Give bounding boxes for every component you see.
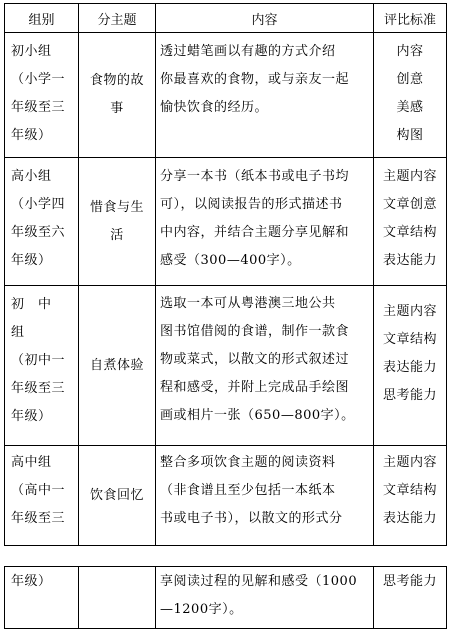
cell-line: 年级至三 [11, 100, 66, 115]
criteria-cell [374, 446, 447, 546]
cell-line: 年级） [11, 253, 52, 268]
cell-line: 你最喜欢的食物，或与亲友一起 [160, 72, 350, 87]
content-cell [156, 567, 374, 629]
page-break [0, 551, 453, 563]
content-cell [156, 286, 374, 446]
group-cell [5, 446, 79, 546]
cell-line: 年级至三 [11, 381, 66, 396]
topic-cell [79, 286, 156, 446]
cell-line: （非食谱且至少包括一本纸本 [160, 483, 336, 498]
cell-line: 文章创意 [382, 197, 437, 212]
cell-line: 构图 [396, 128, 424, 143]
criteria-cell [374, 567, 447, 629]
group-cell [5, 286, 79, 446]
cell-line: 年级） [11, 574, 52, 589]
cell-line: （初中一 [11, 353, 66, 368]
cell-line: 饮食回忆 [89, 487, 144, 503]
cell-line: 事 [110, 101, 124, 116]
table-row [5, 158, 447, 286]
cell-line: 感受（300—400字）。 [160, 253, 301, 268]
content-cell [156, 446, 374, 546]
criteria-cell [374, 33, 447, 158]
cell-line: 惜食与生 [89, 199, 144, 215]
cell-line: 中内容，并结合主题分享见解和 [160, 225, 350, 240]
cell-line: （小学四 [11, 197, 66, 212]
topic-cell [79, 158, 156, 286]
cell-line: 美感 [396, 100, 424, 115]
cell-line: （高中一 [11, 483, 66, 498]
cell-line: 书或电子书），以散文的形式分 [160, 511, 343, 526]
criteria-cell [374, 286, 447, 446]
cell-line: 活 [110, 227, 124, 243]
cell-line: 年级） [11, 128, 52, 143]
cell-line: 文章结构 [382, 483, 437, 498]
header-criteria: 评比标准 [374, 4, 447, 33]
cell-line: 画或相片一张（650—800字）。 [160, 408, 355, 423]
content-cell [156, 33, 374, 158]
topic-cell [79, 446, 156, 546]
cell-line: 物或菜式，以散文的形式叙述过 [160, 352, 350, 367]
cell-line: 选取一本可从粤港澳三地公共 [160, 296, 336, 311]
cell-line: 表达能力 [382, 360, 437, 375]
cell-line: 组 [11, 325, 25, 340]
header-row [5, 4, 447, 33]
table-row [5, 567, 447, 629]
cell-line: 享阅读过程的见解和感受（1000 [160, 574, 358, 589]
continuation-table [4, 566, 447, 629]
cell-line: 年级至三 [11, 511, 66, 526]
cell-line: 分享一本书（纸本书或电子书均 [160, 169, 350, 184]
table-row [5, 446, 447, 546]
cell-line: 自煮体验 [89, 357, 144, 373]
cell-line: 表达能力 [382, 511, 437, 526]
content-cell [156, 158, 374, 286]
cell-line: 文章结构 [382, 225, 437, 240]
cell-line: 初 中 [11, 297, 52, 312]
cell-line: 年级至六 [11, 225, 66, 240]
criteria-cell [374, 158, 447, 286]
cell-line: 思考能力 [382, 388, 437, 403]
cell-line: 主题内容 [382, 304, 437, 319]
cell-line: 表达能力 [382, 253, 437, 268]
cell-line: （小学一 [11, 72, 66, 87]
table-row [5, 33, 447, 158]
topic-cell [79, 567, 156, 629]
topic-cell [79, 33, 156, 158]
cell-line: 透过蜡笔画以有趣的方式介绍 [160, 44, 336, 59]
header-group: 组别 [5, 4, 79, 33]
table-row [5, 286, 447, 446]
cell-line: 文章结构 [382, 332, 437, 347]
header-content: 内容 [156, 4, 374, 33]
cell-line: 主题内容 [382, 455, 437, 470]
cell-line: 高小组 [11, 169, 52, 184]
competition-table [4, 3, 447, 546]
cell-line: 创意 [396, 72, 424, 87]
cell-line: 程和感受，并附上完成品手绘图 [160, 380, 350, 395]
cell-line: 思考能力 [382, 574, 437, 589]
cell-line: 图书馆借阅的食谱，制作一款食 [160, 324, 350, 339]
cell-line: 内容 [396, 44, 424, 59]
group-cell [5, 567, 79, 629]
header-topic: 分主题 [79, 4, 156, 33]
cell-line: 主题内容 [382, 169, 437, 184]
group-cell [5, 33, 79, 158]
cell-line: 高中组 [11, 455, 52, 470]
group-cell [5, 158, 79, 286]
cell-line: 愉快饮食的经历。 [160, 100, 269, 115]
cell-line: 初小组 [11, 44, 52, 59]
cell-line: 年级） [11, 409, 52, 424]
cell-line: 食物的故 [89, 73, 144, 88]
cell-line: 可），以阅读报告的形式描述书 [160, 197, 343, 212]
cell-line: —1200字）。 [160, 602, 243, 617]
cell-line: 整合多项饮食主题的阅读资料 [160, 455, 336, 470]
